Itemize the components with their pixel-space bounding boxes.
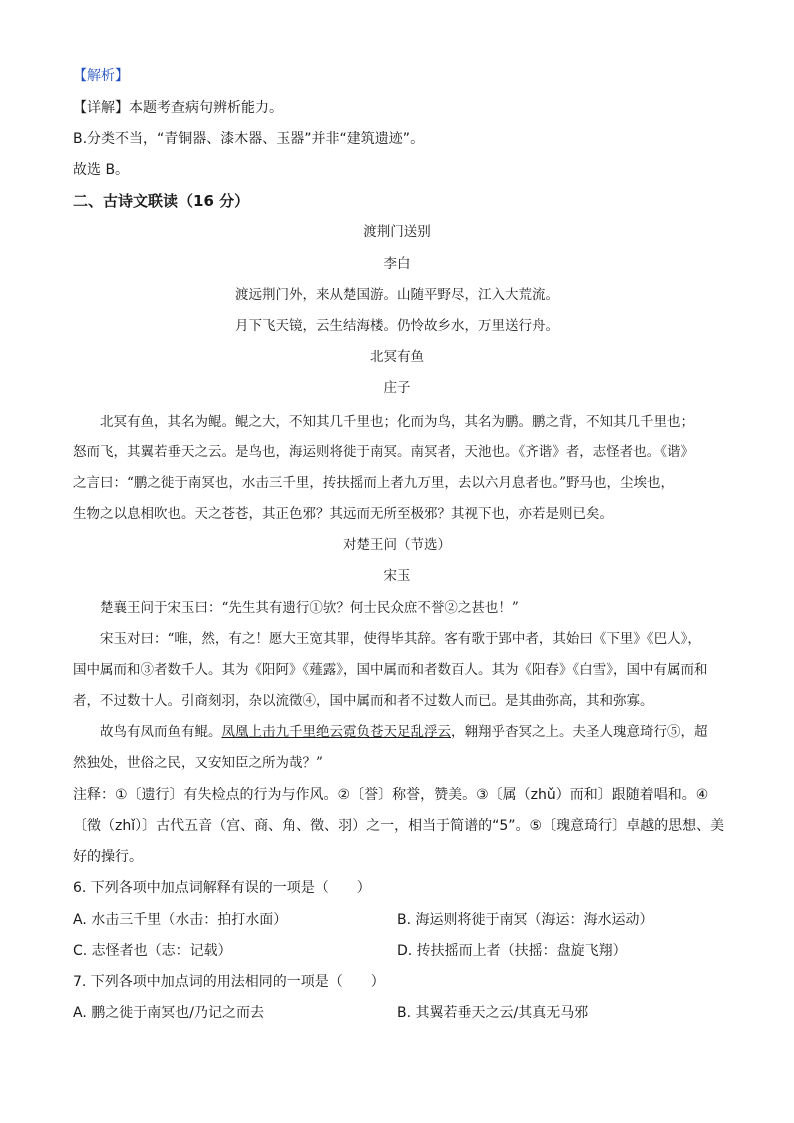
text2-line: 怒而飞，其翼若垂天之云。是鸟也，海运则将徙于南冥。南冥者，天池也。《齐谐》者，志怪者也。《谐》 bbox=[73, 444, 694, 460]
poem1-line: 月下飞天镜，云生结海楼。仍怜故乡水，万里送行舟。 bbox=[235, 318, 559, 334]
text3-line bbox=[100, 722, 708, 742]
notes-line: 〔徵（zhǐ）〕古代五音（宫、商、角、徵、羽）之一，相当于简谱的“5”。⑤〔瑰意琦行〕卓越的思想、美 bbox=[73, 818, 725, 834]
text3-line: 国中属而和③者数千人。其为《阳阿》《薤露》，国中属而和者数百人。其为《阳春》《白雪》，国中有属而和 bbox=[73, 662, 708, 678]
text2-line: 之言曰：“鹏之徙于南冥也，水击三千里，抟扶摇而上者九万里，去以六月息者也。”野马也，尘埃也， bbox=[73, 475, 675, 491]
text2-title: 北冥有鱼 bbox=[370, 349, 424, 365]
poem1-author: 李白 bbox=[383, 256, 411, 272]
analysis-detail: 【详解】本题考查病句辨析能力。 bbox=[73, 100, 283, 116]
text2-author: 庄子 bbox=[383, 380, 411, 396]
text3-line: 者，不过数十人。引商刻羽，杂以流徵④，国中属而和者不过数人而已。是其曲弥高，其和弥寡。 bbox=[73, 693, 654, 709]
question-7-stem: 7. 下列各项中加点词的用法相同的一项是（ ） bbox=[73, 974, 385, 990]
analysis-b-reason: B.分类不当，“青铜器、漆木器、玉器”并非“建筑遗迹”。 bbox=[73, 131, 425, 147]
section-title: 二、古诗文联读（16 分） bbox=[73, 192, 250, 210]
notes-line: 注释：①〔遗行〕有失检点的行为与作风。②〔誉〕称誉，赞美。③〔属（zhǔ）而和〕跟随着唱和。④ bbox=[73, 787, 709, 803]
text3-p3-end: ，翱翔乎杳冥之上。夫圣人瑰意琦行⑤，超 bbox=[451, 724, 708, 740]
analysis-header: 【解析】 bbox=[73, 68, 129, 84]
text3-author: 宋玉 bbox=[383, 568, 411, 584]
question-6-option-d: D. 抟扶摇而上者（扶摇：盘旋飞翔） bbox=[397, 943, 627, 959]
question-6-option-a: A. 水击三千里（水击：拍打水面） bbox=[73, 912, 288, 928]
question-6-stem: 6. 下列各项中加点词解释有误的一项是（ ） bbox=[73, 880, 371, 896]
underlined-sentence: 凤凰上击九千里绝云霓负苍天足乱浮云 bbox=[221, 724, 451, 740]
analysis-answer: 故选 B。 bbox=[73, 162, 130, 178]
question-6-option-b: B. 海运则将徙于南冥（海运：海水运动） bbox=[397, 912, 654, 928]
poem1-line: 渡远荆门外，来从楚国游。山随平野尽，江入大荒流。 bbox=[235, 287, 559, 303]
text3-paragraph-1: 楚襄王问于宋玉曰：“先生其有遗行①欤？何士民众庶不誉②之甚也！” bbox=[100, 600, 519, 616]
question-6-option-c: C. 志怪者也（志：记载） bbox=[73, 943, 232, 959]
text3-line: 然独处，世俗之民，又安知臣之所为哉？” bbox=[73, 755, 323, 771]
text3-title: 对楚王问（节选） bbox=[343, 537, 451, 553]
question-7-option-a: A. 鹏之徙于南冥也/乃记之而去 bbox=[73, 1005, 264, 1021]
text3-line: 宋玉对曰：“唯，然，有之！愿大王宽其罪，使得毕其辞。客有歌于郢中者，其始曰《下里》《巴人》， bbox=[100, 631, 701, 647]
text3-p3-start: 故鸟有凤而鱼有鲲。 bbox=[100, 724, 222, 740]
text2-line: 生物之以息相吹也。天之苍苍，其正色邪？其远而无所至极邪？其视下也，亦若是则已矣。 bbox=[73, 506, 613, 522]
text2-line: 北冥有鱼，其名为鲲。鲲之大，不知其几千里也；化而为鸟，其名为鹏。鹏之背，不知其几千里也； bbox=[100, 414, 694, 430]
question-7-option-b: B. 其翼若垂天之云/其真无马邪 bbox=[397, 1005, 589, 1021]
notes-line: 好的操行。 bbox=[73, 849, 143, 865]
poem1-title: 渡荆门送别 bbox=[363, 224, 431, 240]
